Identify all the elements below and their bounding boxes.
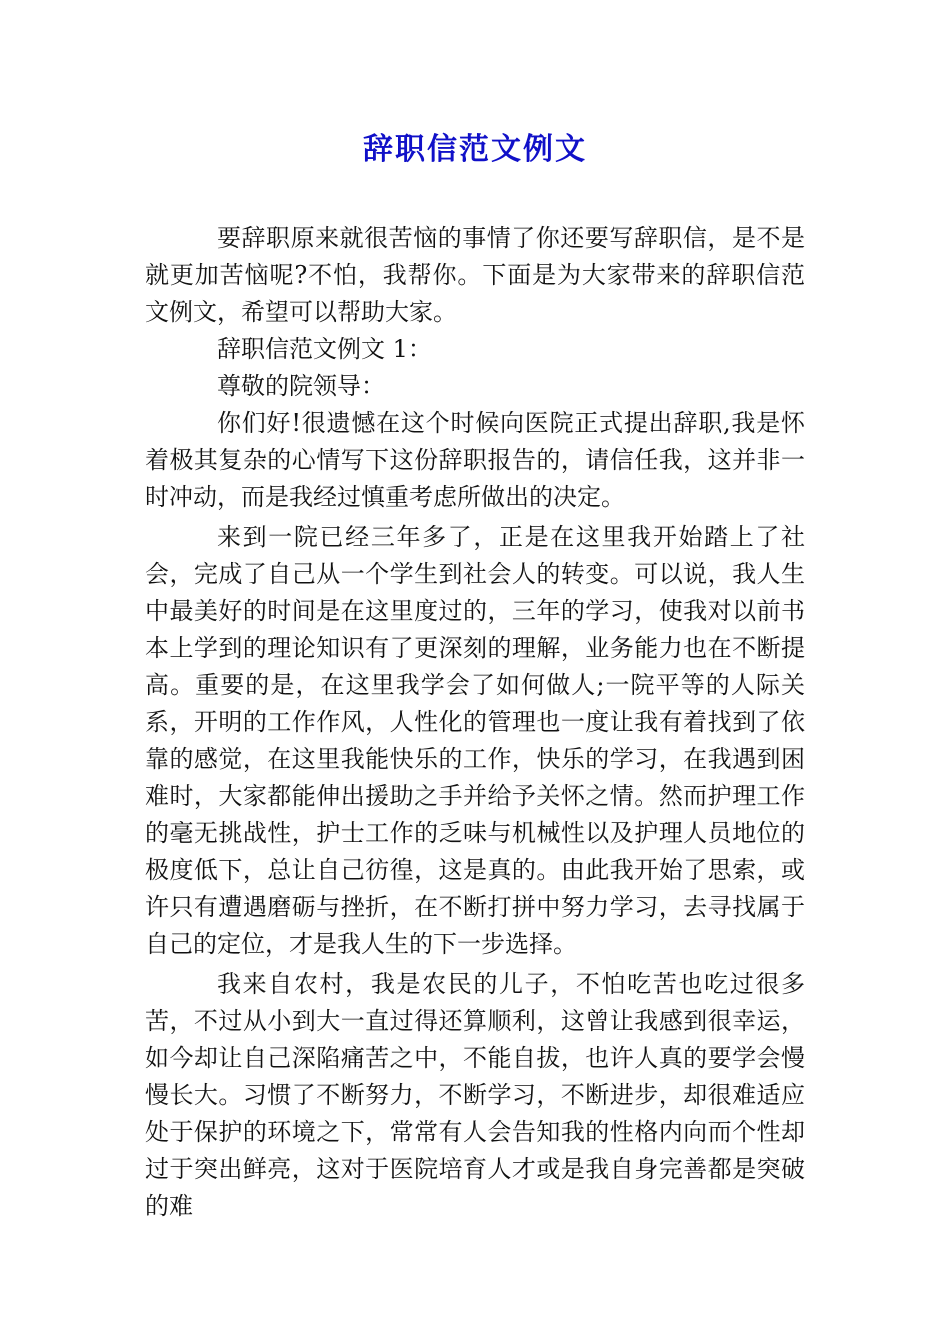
paragraph-sample-heading: 辞职信范文例文 1：	[217, 335, 432, 363]
paragraph-salutation: 尊敬的院领导：	[217, 372, 385, 400]
paragraph-greeting: 你们好!很遗憾在这个时候向医院正式提出辞职,我是怀着极其复杂的心情写下这份辞职报告的，请信任我，这并非一时冲动，而是我经过慎重考虑所做出的决定。	[145, 409, 805, 511]
document-body	[145, 220, 805, 1225]
paragraph-intro: 要辞职原来就很苦恼的事情了你还要写辞职信，是不是就更加苦恼呢?不怕，我帮你。下面是为大家带来的辞职信范文例文，希望可以帮助大家。	[145, 224, 805, 326]
paragraph-background: 我来自农村，我是农民的儿子，不怕吃苦也吃过很多苦，不过从小到大一直过得还算顺利，这曾让我感到很幸运，如今却让自己深陷痛苦之中，不能自拔，也许人真的要学会慢慢长大。习惯了不断努力，不断学习，不断进步，却很难适应处于保护的环境之下，常常有人会告知我的性格内向而个性却过于突出鲜亮，这对于医院培育人才或是我自身完善都是突破的难	[145, 970, 805, 1220]
paragraph-experience: 来到一院已经三年多了，正是在这里我开始踏上了社会，完成了自己从一个学生到社会人的转变。可以说，我人生中最美好的时间是在这里度过的，三年的学习，使我对以前书本上学到的理论知识有了更深刻的理解，业务能力也在不断提高。重要的是，在这里我学会了如何做人;一院平等的人际关系，开明的工作作风，人性化的管理也一度让我有着找到了依靠的感觉，在这里我能快乐的工作，快乐的学习，在我遇到困难时，大家都能伸出援助之手并给予关怀之情。然而护理工作的毫无挑战性，护士工作的乏味与机械性以及护理人员地位的极度低下，总让自己彷徨，这是真的。由此我开始了思索，或许只有遭遇磨砺与挫折，在不断打拼中努力学习，去寻找属于自己的定位，才是我人生的下一步选择。	[145, 523, 805, 958]
document-title: 辞职信范文例文	[363, 132, 587, 167]
